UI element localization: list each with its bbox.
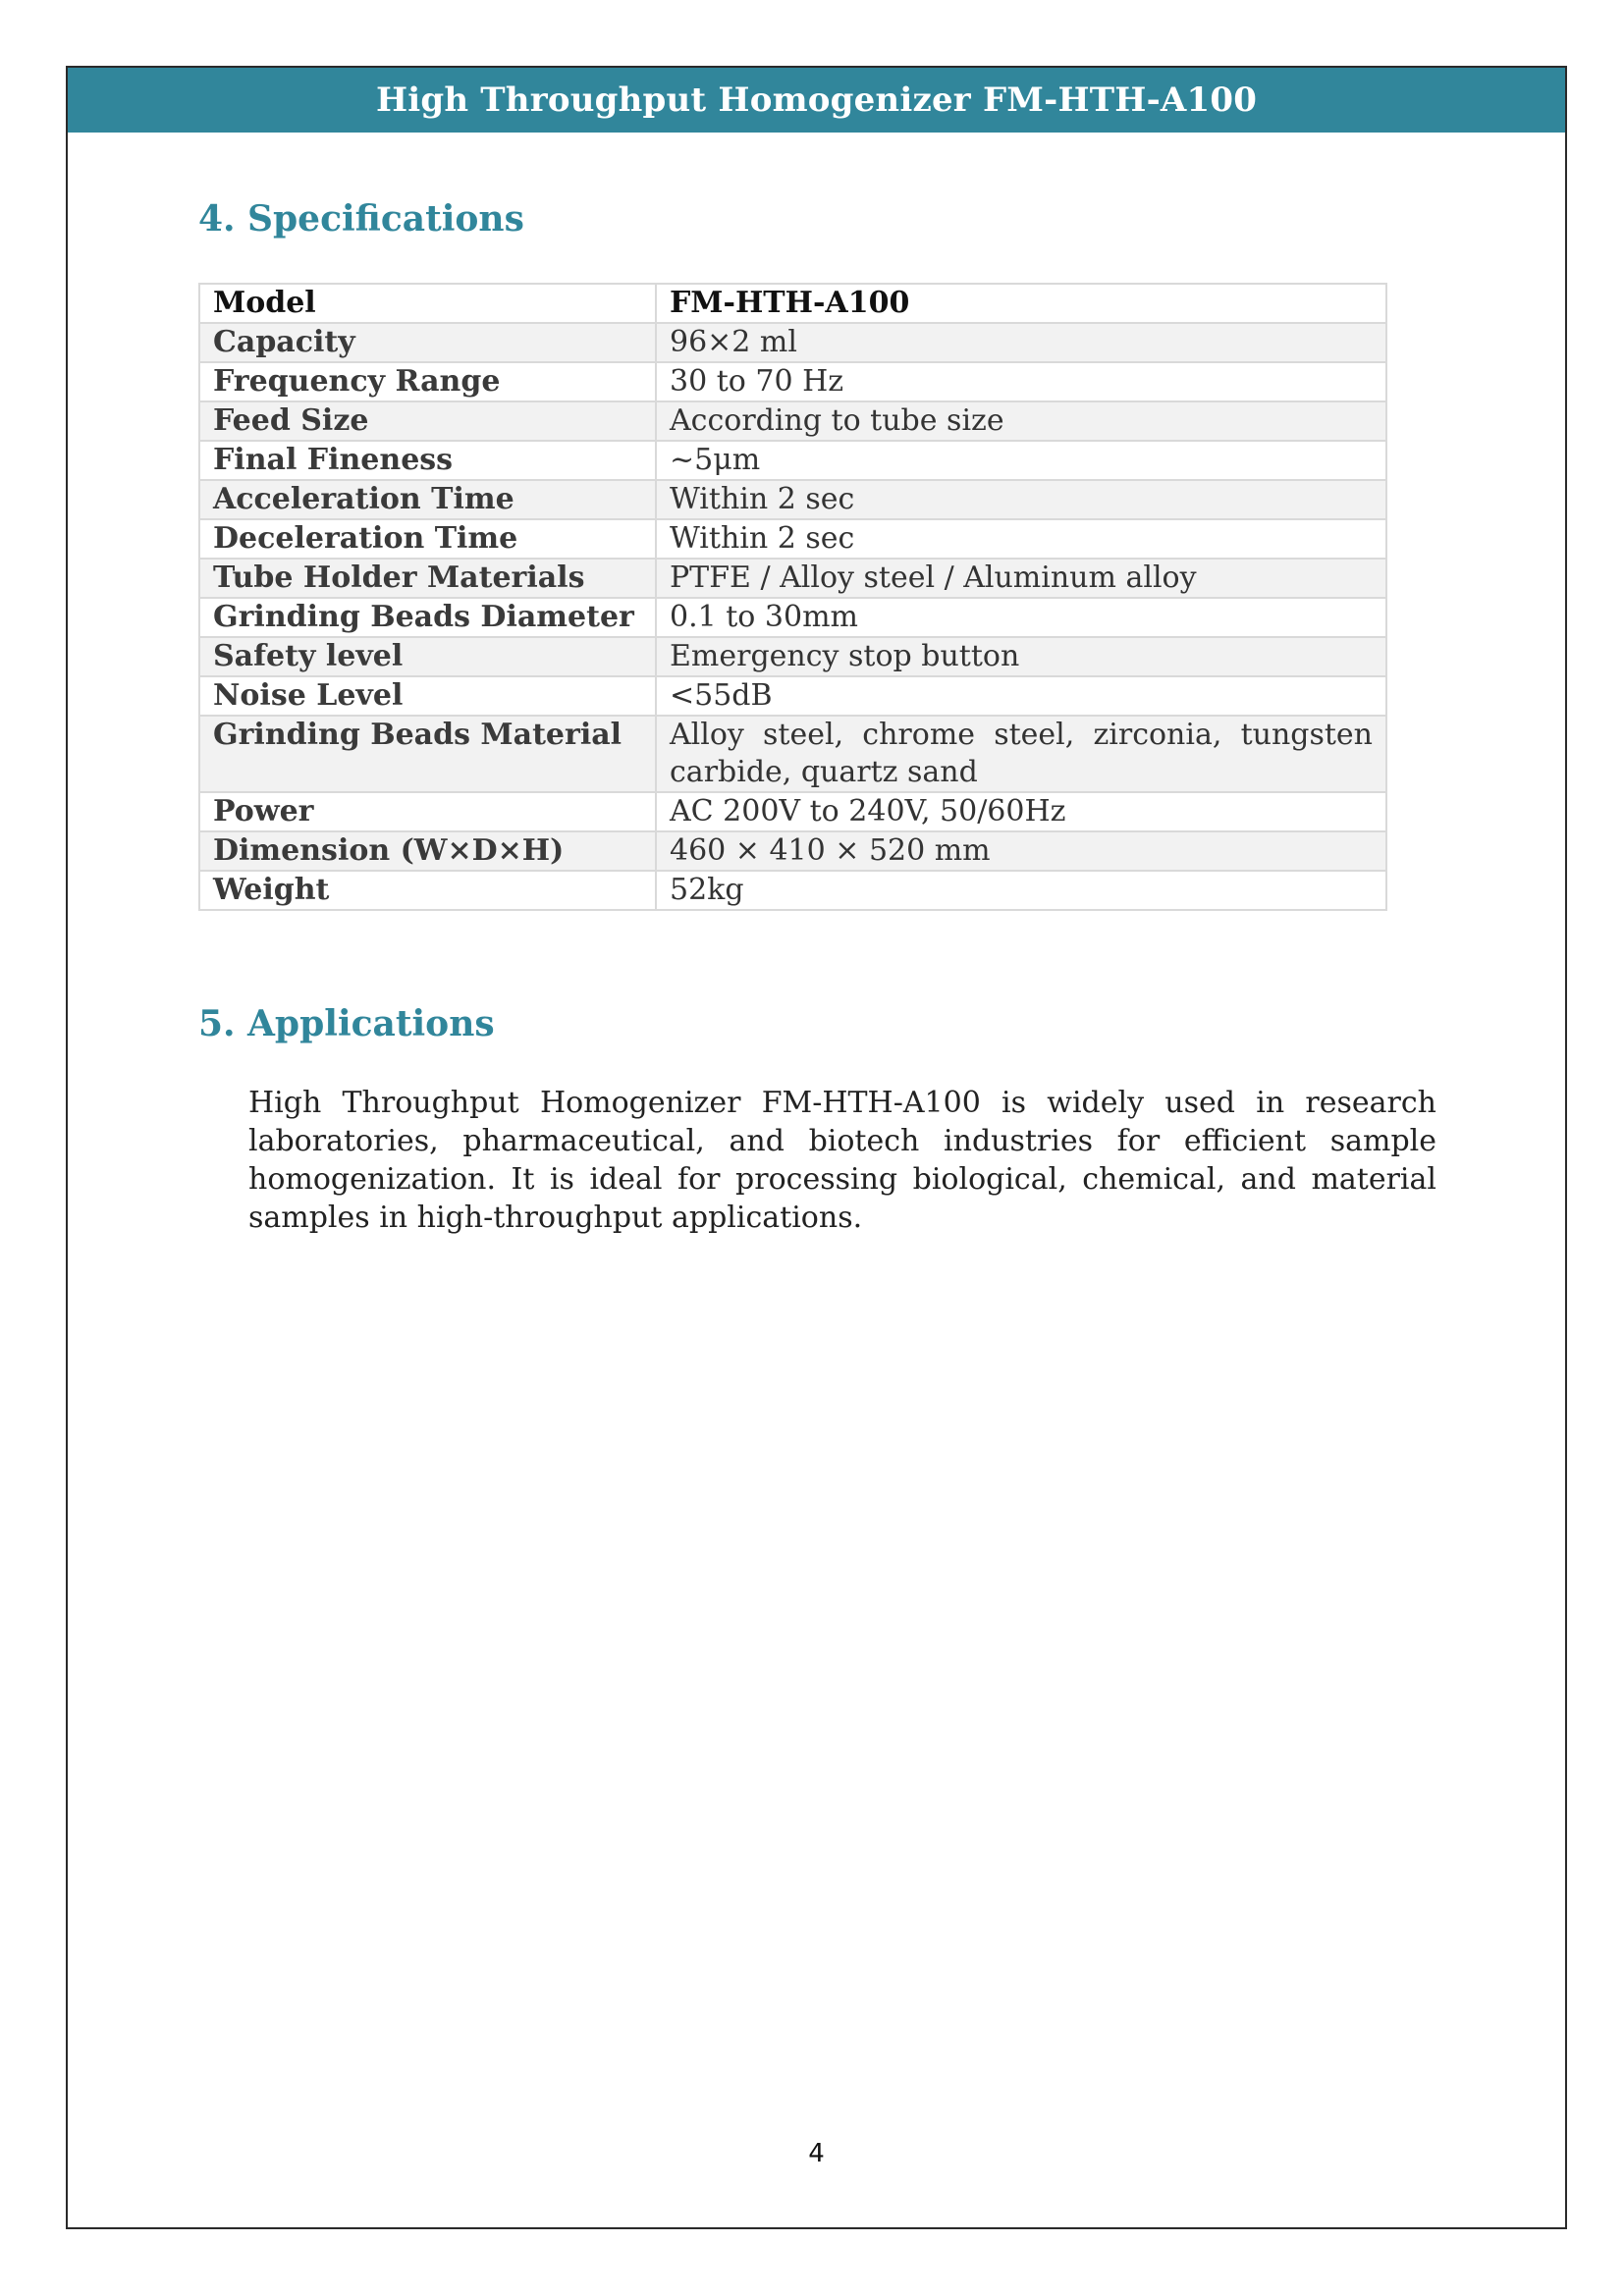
spec-value: 460 × 410 × 520 mm (656, 831, 1386, 871)
spec-key: Dimension (W×D×H) (199, 831, 656, 871)
table-row (199, 831, 1386, 871)
table-row (199, 480, 1386, 519)
table-row (199, 716, 1386, 792)
spec-value: FM-HTH-A100 (656, 284, 1386, 323)
spec-key: Safety level (199, 637, 656, 676)
spec-key: Grinding Beads Material (199, 716, 656, 792)
spec-key: Weight (199, 871, 656, 910)
table-row (199, 676, 1386, 716)
spec-value: Alloy steel, chrome steel, zirconia, tungsten carbide, quartz sand (656, 716, 1386, 792)
spec-value: Within 2 sec (656, 519, 1386, 559)
spec-value: 0.1 to 30mm (656, 598, 1386, 637)
applications-paragraph: High Throughput Homogenizer FM-HTH-A100 is widely used in research laboratories, pharmaceutical, and biotech industries for efficient sample homogenization. It is ideal for processing biological, chemical, and material samples in high-throughput applications. (248, 1086, 1436, 1235)
table-row (199, 401, 1386, 441)
table-row (199, 441, 1386, 480)
specifications-table (198, 283, 1387, 911)
table-row (199, 871, 1386, 910)
table-row (199, 559, 1386, 598)
section-title: Specifications (247, 198, 524, 240)
document-header-banner: High Throughput Homogenizer FM-HTH-A100 (68, 68, 1565, 133)
spec-key: Final Fineness (199, 441, 656, 480)
spec-value: Within 2 sec (656, 480, 1386, 519)
section-title: Applications (247, 1003, 495, 1044)
spec-key: Power (199, 792, 656, 831)
spec-key: Acceleration Time (199, 480, 656, 519)
section-number: 4. (198, 198, 236, 240)
spec-key: Deceleration Time (199, 519, 656, 559)
table-row (199, 323, 1386, 362)
spec-key: Grinding Beads Diameter (199, 598, 656, 637)
spec-key: Tube Holder Materials (199, 559, 656, 598)
spec-value: 30 to 70 Hz (656, 362, 1386, 401)
spec-key: Noise Level (199, 676, 656, 716)
table-row (199, 519, 1386, 559)
spec-key: Feed Size (199, 401, 656, 441)
spec-value: ~5μm (656, 441, 1386, 480)
page-number: 4 (808, 2139, 825, 2168)
applications-heading (198, 1003, 495, 1044)
table-row (199, 637, 1386, 676)
page-frame (66, 66, 1567, 2229)
spec-value: PTFE / Alloy steel / Aluminum alloy (656, 559, 1386, 598)
table-row (199, 598, 1386, 637)
specifications-heading (198, 198, 524, 240)
table-row (199, 792, 1386, 831)
spec-value: AC 200V to 240V, 50/60Hz (656, 792, 1386, 831)
spec-key: Frequency Range (199, 362, 656, 401)
spec-value: <55dB (656, 676, 1386, 716)
section-number: 5. (198, 1003, 236, 1044)
spec-value: Emergency stop button (656, 637, 1386, 676)
table-row (199, 362, 1386, 401)
spec-value: 96×2 ml (656, 323, 1386, 362)
spec-key: Capacity (199, 323, 656, 362)
spec-key: Model (199, 284, 656, 323)
spec-value: 52kg (656, 871, 1386, 910)
spec-value: According to tube size (656, 401, 1386, 441)
table-row (199, 284, 1386, 323)
